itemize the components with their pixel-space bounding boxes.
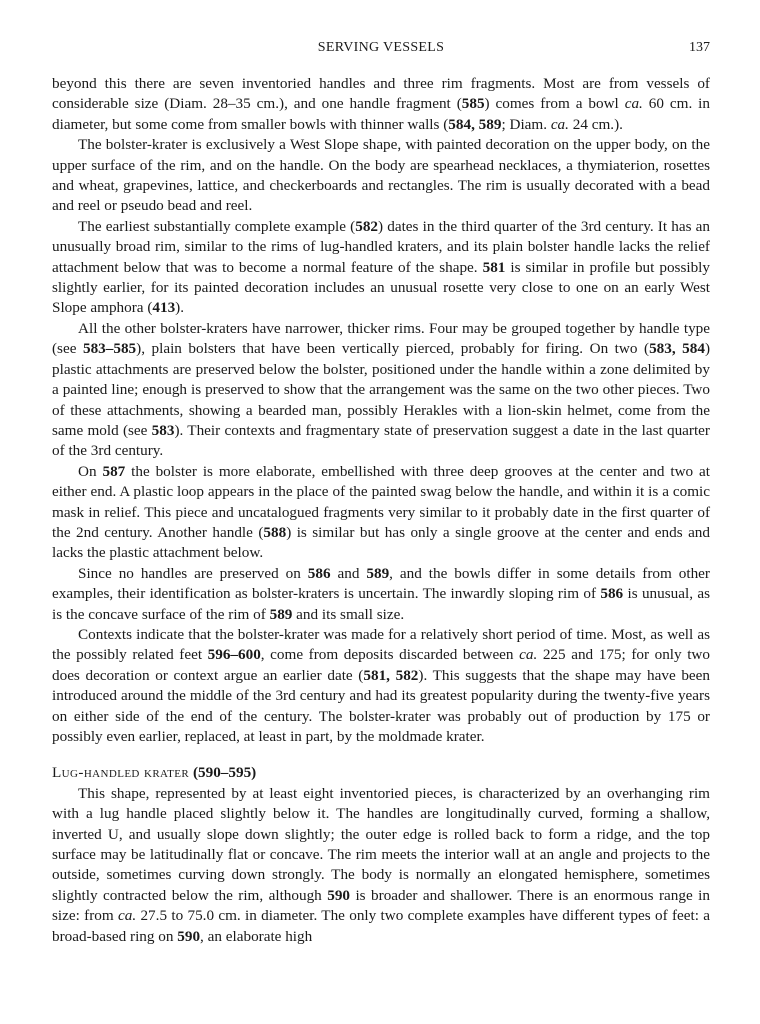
text-run: , an elaborate high	[200, 927, 313, 945]
text-run: ; Diam.	[501, 115, 551, 133]
text-run: , and the bowls differ in some details from other examples, their identification as bolster-kraters is uncertain. The inwardly sloping rim of	[52, 564, 710, 603]
section-body	[52, 784, 710, 947]
text-run: ) comes from a bowl	[484, 95, 625, 113]
paragraph	[52, 462, 710, 564]
section-paragraph	[52, 784, 710, 947]
catalogue-number: 582	[355, 217, 379, 235]
section-heading	[52, 763, 710, 783]
paragraph	[52, 319, 710, 462]
text-run: All the other bolster-kraters have narrower, thicker rims. Four may be grouped together by handle type (see	[52, 319, 710, 358]
catalogue-number: 413	[152, 299, 176, 317]
text-run: ) dates in the third quarter of the 3rd century. It has an unusually broad rim, similar to the rims of lug-handled kraters, and its plain bolster handle lacks the relief attachment below that was to become a normal feature of the shape.	[52, 217, 710, 276]
catalogue-number: 586	[600, 585, 624, 603]
text-run: beyond this there are seven inventoried handles and three rim fragments. Most are from vessels of considerable size (Diam. 28–35 cm.), and one handle fragment (	[52, 75, 710, 113]
text-run: ), plain bolsters that have been vertically pierced, probably for firing. On two (	[136, 340, 650, 358]
italic-text: ca.	[624, 95, 643, 113]
catalogue-number: 590	[327, 886, 351, 904]
text-run: ). Their contexts and fragmentary state of preservation suggest a date in the last quarter of the 3rd century.	[52, 421, 710, 460]
text-run: ).	[175, 299, 185, 317]
paragraph	[52, 625, 710, 747]
text-run: is broader and shallower. There is an enormous range in size: from	[52, 886, 710, 925]
text-run: , come from deposits discarded between	[260, 646, 520, 664]
catalogue-number: 589	[269, 605, 293, 623]
text-run: 60 cm. in diameter, but some come from smaller bowls with thinner walls (	[52, 95, 710, 133]
text-run: is unusual, as is the concave surface of the rim of	[52, 585, 710, 623]
text-run: 27.5 to 75.0 cm. in diameter. The only two complete examples have different types of feet: a broad-based ring on	[52, 907, 710, 945]
body-text	[52, 74, 710, 747]
italic-text: ca.	[118, 907, 137, 925]
catalogue-number: 588	[263, 523, 287, 541]
running-header	[52, 40, 710, 62]
catalogue-number: 596–600	[207, 646, 261, 664]
text-run: and	[330, 564, 367, 582]
section-heading-label: Lug-handled krater	[52, 764, 190, 782]
text-run: On	[78, 462, 103, 480]
running-title: SERVING VESSELS	[317, 40, 445, 55]
catalogue-number: 586	[307, 564, 331, 582]
page-number: 137	[689, 40, 710, 55]
paragraph	[52, 74, 710, 135]
italic-text: ca.	[550, 115, 569, 133]
document-page	[52, 40, 710, 947]
text-run: Contexts indicate that the bolster-krater was made for a relatively short period of time. Most, as well as the possibly related feet	[52, 625, 710, 664]
section-heading-range: (590–595)	[192, 764, 257, 782]
text-run: is similar in profile but possibly slightly earlier, for its painted decoration includes an unusual rosette very close to one on an early West Slope amphora (	[52, 258, 710, 317]
catalogue-number: 584, 589	[448, 115, 502, 133]
catalogue-number: 583–585	[82, 340, 137, 358]
catalogue-number: 590	[177, 927, 201, 945]
catalogue-number: 585	[461, 95, 485, 113]
text-run: ). This suggests that the shape may have been introduced around the middle of the 3rd century and had its greatest popularity during the twenty-five years on either side of the end of the century. The bolster-krater was probably out of production by 175 or possibly even earlier, replaced, at least in part, by the moldmade krater.	[52, 666, 711, 745]
text-run: This shape, represented by at least eight inventoried pieces, is characterized by an overhanging rim with a lug handle placed slightly below it. The handles are longitudinally curved, forming a shallow, inverted U, and usually slope down slightly; the outer edge is rolled back to form a ridge, and the top surface may be latitudinally flat or concave. The rim meets the interior wall at an angle and projects to the outside, sometimes curving down strongly. The body is normally an elongated hemisphere, sometimes slightly contracted below the rim, although	[52, 784, 710, 904]
text-run: 24 cm.).	[568, 115, 623, 133]
paragraph	[52, 564, 710, 625]
text-run: The bolster-krater is exclusively a West Slope shape, with painted decoration on the upper body, on the upper surface of the rim, and on the handle. On the body are spearhead necklaces, a thymiaterion, rosettes and wheat, grapevines, lattice, and checkerboards and rectangles. The rim is usually decorated with a bead and reel or pseudo bead and reel.	[52, 136, 710, 215]
text-run: ) is similar but has only a single groove at the center and ends and lacks the plastic attachment below.	[52, 523, 710, 562]
text-run: ) plastic attachments are preserved below the bolster, positioned under the handle within a zone delimited by a painted line; enough is preserved to show that the arrangement was the same on the two other pieces. Two of these attachments, showing a bearded man, possibly Herakles with a lion-skin helmet, come from the same mold (see	[52, 340, 711, 439]
paragraph	[52, 135, 710, 217]
text-run: the bolster is more elaborate, embellished with three deep grooves at the center and two at either end. A plastic loop appears in the place of the painted swag below the handle, and within it is a comic mask in relief. This piece and uncatalogued fragments very similar to it probably date in the first quarter of the 2nd century. Another handle (	[52, 462, 711, 541]
text-run: and its small size.	[292, 605, 405, 623]
text-run: Since no handles are preserved on	[78, 564, 308, 582]
catalogue-number: 581	[482, 258, 506, 276]
catalogue-number: 583	[151, 421, 175, 439]
catalogue-number: 587	[102, 462, 126, 480]
text-run: The earliest substantially complete example (	[78, 217, 356, 235]
catalogue-number: 589	[366, 564, 390, 582]
text-run: 225 and 175; for only two does decoration or context argue an earlier date (	[52, 646, 710, 684]
catalogue-number: 581, 582	[363, 666, 419, 684]
italic-text: ca.	[519, 646, 538, 664]
paragraph	[52, 217, 710, 319]
catalogue-number: 583, 584	[649, 340, 705, 358]
